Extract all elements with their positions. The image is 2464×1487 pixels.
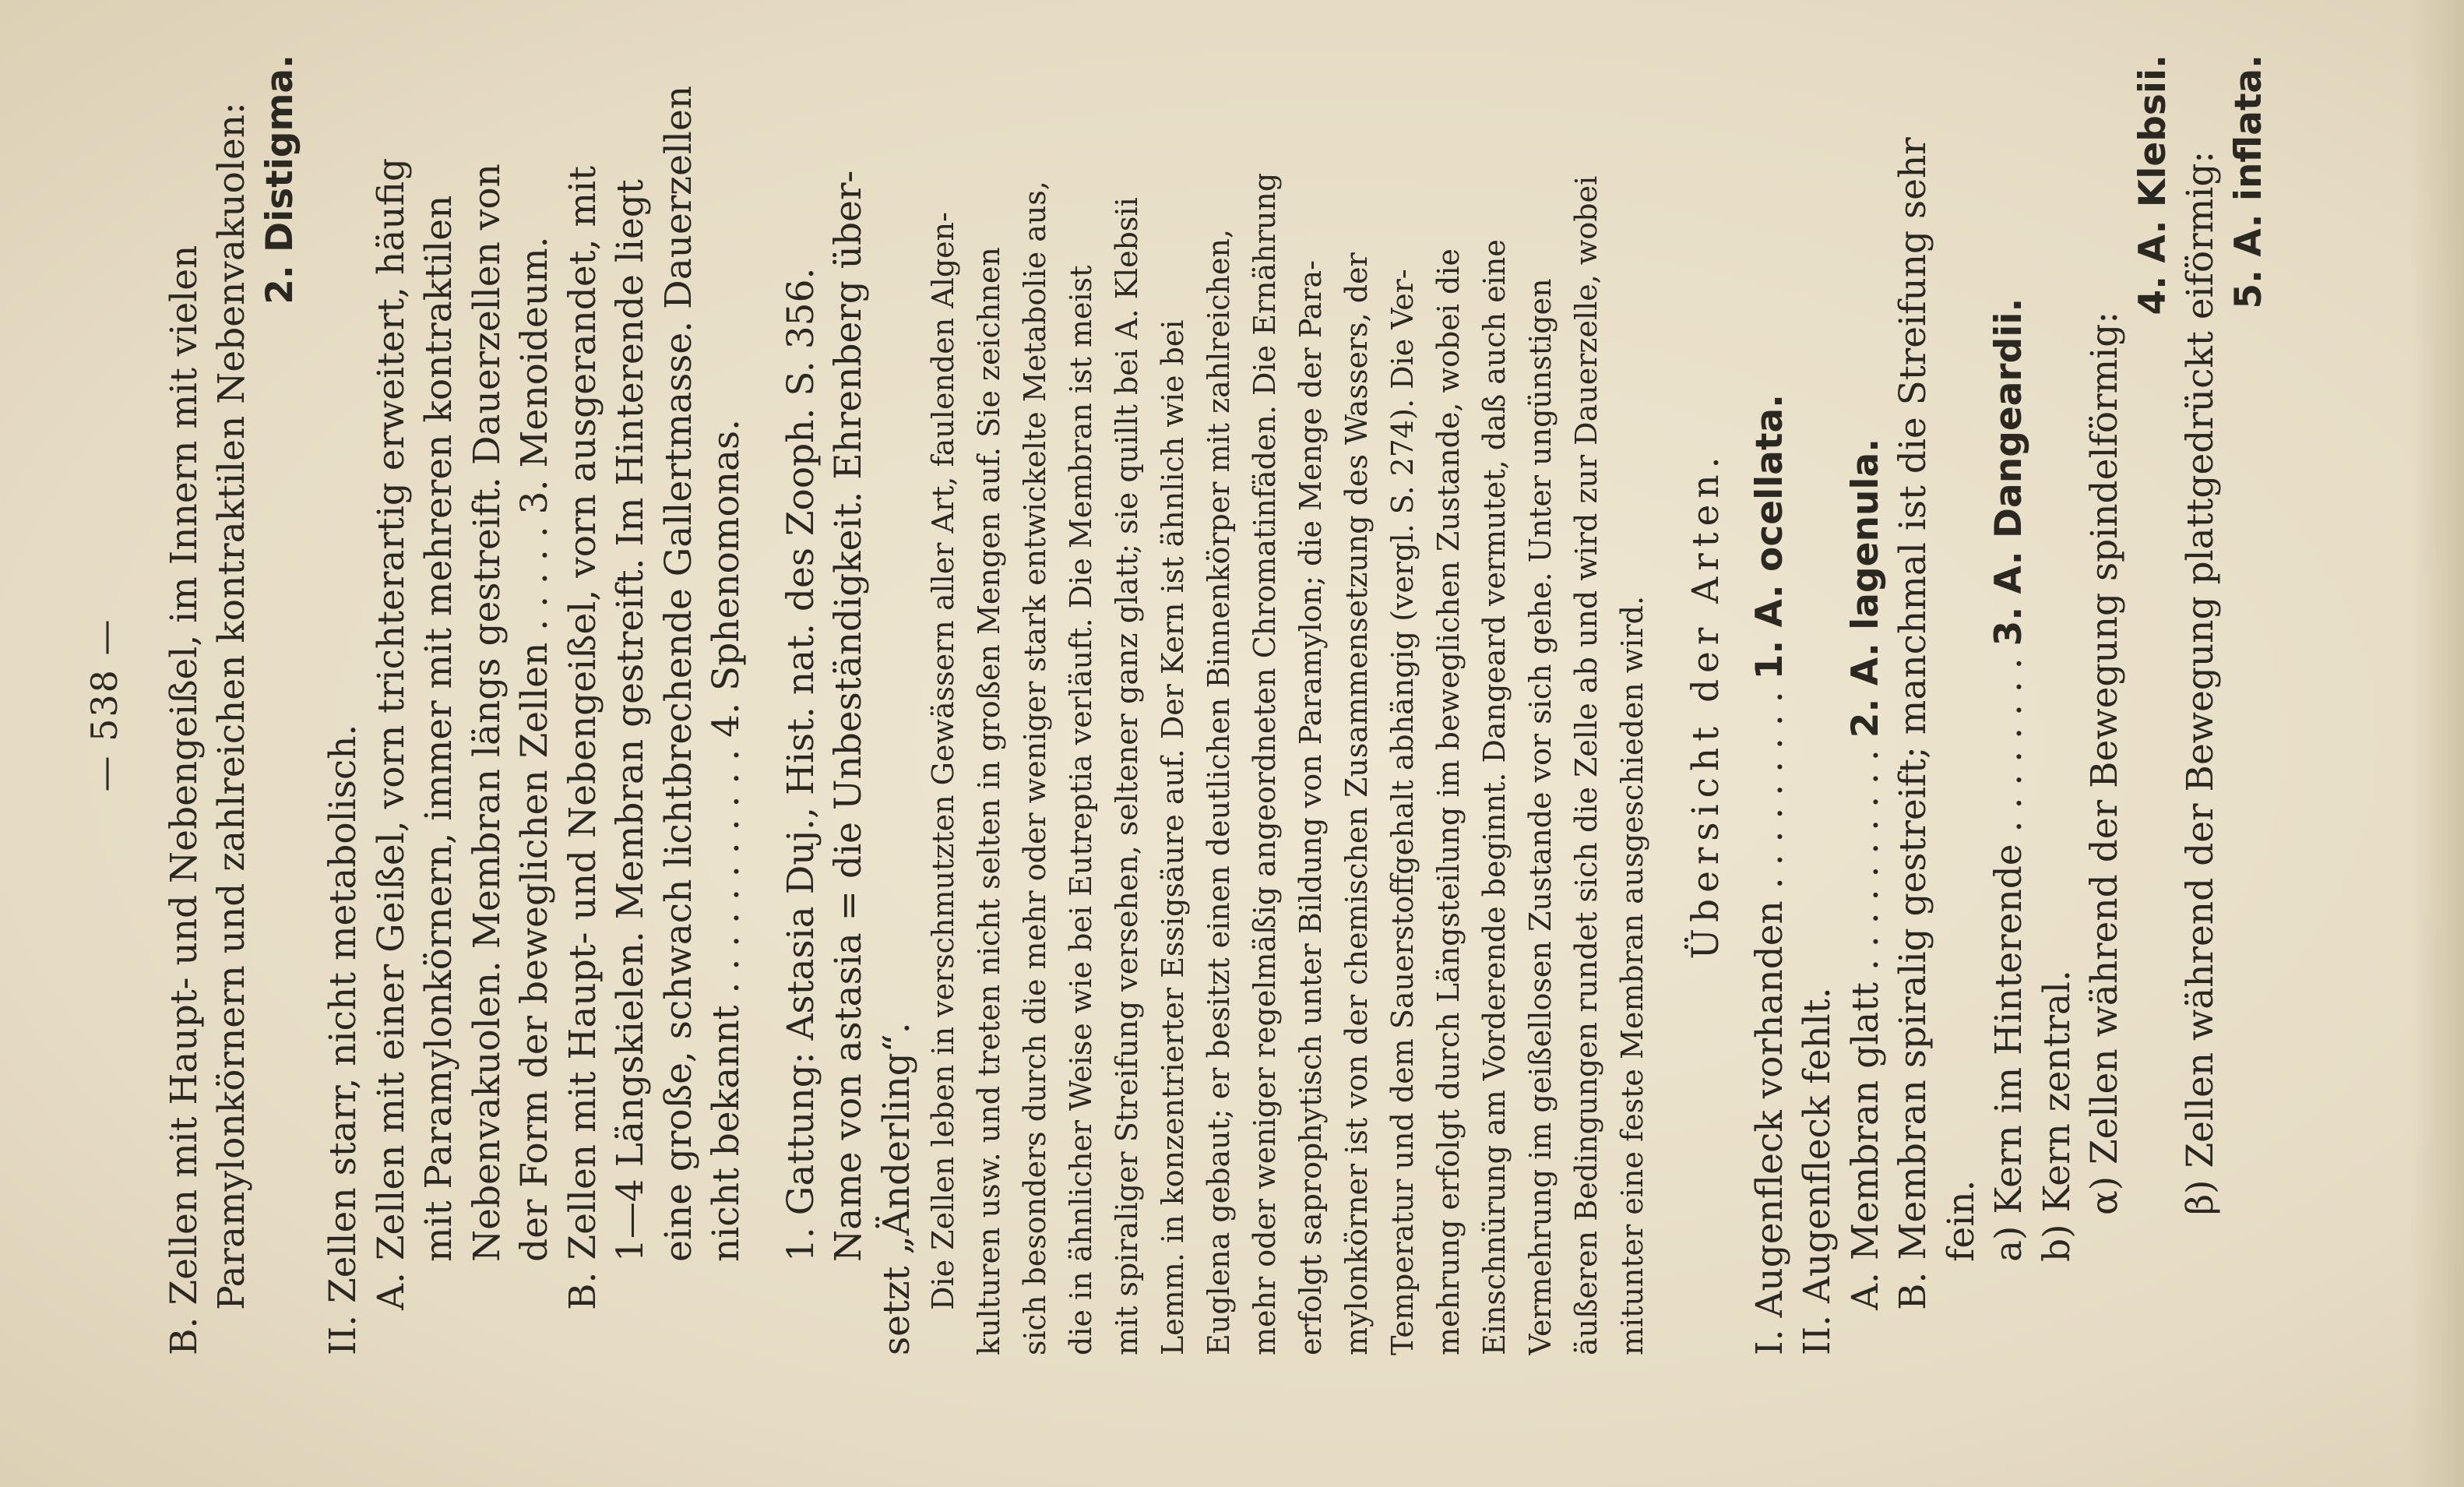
overview-i-label: I. Augenfleck vorhanden . . . . . . . . . bbox=[1748, 691, 1791, 1355]
rotated-page bbox=[31, 23, 2414, 1472]
key-ii-a-line-2: mit Paramylonkörnern, immer mit mehreren kontraktilen bbox=[417, 195, 460, 1262]
overview-title: Übersicht der Arten. bbox=[1684, 450, 1727, 960]
key-b-result: 2. Distigma. bbox=[258, 55, 301, 305]
overview-b-line-2: fein. bbox=[1939, 1179, 1983, 1262]
overview-i-result: 1. A. ocellata. bbox=[1748, 393, 1791, 680]
description-line: erfolgt saprophytisch unter Bildung von Paramylon; die Menge der Para- bbox=[1294, 260, 1328, 1355]
description-line: kulturen usw. und treten nicht selten in großen Mengen auf. Sie zeichnen bbox=[972, 247, 1006, 1355]
key-ii-b-line-4: nicht bekannt . . . . . . . . . . . 4. Sphenomonas. bbox=[705, 418, 748, 1262]
overview-a bbox=[1842, 55, 1890, 1355]
overview-beta: β) Zellen während der Bewegung plattgedrückt eiförmig: bbox=[2179, 150, 2222, 1215]
overview-alpha-result: 4. A. Klebsii. bbox=[2131, 55, 2174, 315]
description-line: sich besonders durch die mehr oder weniger stark entwickelte Metabolie aus, bbox=[1018, 181, 1052, 1355]
overview-ba-label: a) Kern im Hinterende . . . . . . . . bbox=[1987, 657, 2030, 1262]
description-line: Euglena gebaut; er besitzt einen deutlichen Binnenkörper mit zahlreichen, bbox=[1202, 228, 1236, 1355]
key-ii-a-line-3: Nebenvakuolen. Membran längs gestreift. Dauerzellen von bbox=[465, 164, 509, 1262]
genus-name-line-2: setzt „Änderling“. bbox=[875, 1022, 918, 1355]
description-line: Vermehrung im geißellosen Zustande vor sich gehe. Unter ungünstigen bbox=[1523, 278, 1558, 1355]
key-b-line-1: B. Zellen mit Haupt- und Nebengeißel, im Innern mit vielen bbox=[162, 245, 206, 1355]
overview-b-line-1: B. Membran spiralig gestreift; manchmal ist die Streifung sehr bbox=[1892, 137, 1934, 1310]
overview-beta-result: 5. A. inflata. bbox=[2226, 55, 2270, 309]
key-ii-b-line-2: 1—4 Längskielen. Membran gestreift. Im Hinterende liegt bbox=[609, 179, 652, 1262]
key-ii-a-line-1: A. Zellen mit einer Geißel, vorn trichterartig erweitert, häufig bbox=[369, 157, 413, 1310]
overview-i bbox=[1746, 55, 1794, 1355]
overview-a-result: 2. A. lagenula. bbox=[1843, 438, 1887, 738]
description-line: Temperatur und dem Sauerstoffgehalt abhängig (vergl. S. 274). Die Ver- bbox=[1385, 269, 1420, 1355]
overview-ba-result: 3. A. Dangeardii. bbox=[1987, 298, 2030, 647]
overview-alpha: α) Zellen während der Bewegung spindelförmig: bbox=[2083, 311, 2126, 1215]
page-edge-shadow bbox=[2409, 0, 2464, 1487]
description-line: Einschnürung am Vorderende beginnt. Dangeard vermutet, daß auch eine bbox=[1477, 239, 1512, 1355]
overview-ii: II. Augenfleck fehlt. bbox=[1796, 987, 1839, 1355]
key-ii-a-line-4: der Form der beweglichen Zellen . . . . . 3. Menoideum. bbox=[513, 236, 556, 1262]
key-ii-heading: II. Zellen starr, nicht metabolisch. bbox=[322, 724, 364, 1355]
description-line: mehr oder weniger regelmäßig angeordneten Chromatinfäden. Die Ernährung bbox=[1248, 172, 1282, 1355]
genus-name-line: Name von astasia = die Unbeständigkeit. Ehrenberg über- bbox=[827, 170, 870, 1262]
genus-heading: 1. Gattung: Astasia Duj., Hist. nat. des Zooph. S. 356. bbox=[779, 267, 822, 1262]
description-line: mylonkörner ist von der chemischen Zusammensetzung des Wassers, der bbox=[1339, 252, 1374, 1355]
page-number: — 538 — bbox=[83, 618, 125, 792]
description-line: mehrung erfolgt durch Längsteilung im beweglichen Zustande, wobei die bbox=[1431, 248, 1466, 1355]
description-line: die in ähnlicher Weise wie bei Eutreptia verläuft. Die Membran ist meist bbox=[1064, 265, 1098, 1355]
page-content bbox=[31, 23, 2272, 1472]
overview-bb: b) Kern zentral. bbox=[2035, 970, 2079, 1262]
description-line: mitunter eine feste Membran ausgeschieden wird. bbox=[1615, 595, 1649, 1355]
key-b-line-2: Paramylonkörnern und zahlreichen kontraktilen Nebenvakuolen: bbox=[210, 102, 253, 1310]
overview-a-label: A. Membran glatt . . . . . . . . . . bbox=[1843, 749, 1887, 1310]
genus-description bbox=[920, 55, 1656, 1355]
key-ii-b-line-3: eine große, schwach lichtbrechende Gallertmasse. Dauerzellen bbox=[656, 85, 700, 1262]
description-line: äußeren Bedingungen rundet sich die Zelle ab und wird zur Dauerzelle, wobei bbox=[1569, 175, 1603, 1355]
description-line: Die Zellen leben in verschmutzten Gewässern aller Art, faulenden Algen- bbox=[926, 212, 960, 1310]
overview-ba bbox=[1985, 55, 2033, 1355]
key-ii-b-line-1: B. Zellen mit Haupt- und Nebengeißel, vorn ausgerandet, mit bbox=[561, 166, 604, 1310]
description-line: mit spiraliger Streifung versehen, seltener ganz glatt; sie quillt bei A. Klebsii bbox=[1110, 197, 1144, 1355]
description-line: Lemm. in konzentrierter Essigsäure auf. Der Kern ist ähnlich wie bei bbox=[1156, 319, 1190, 1355]
